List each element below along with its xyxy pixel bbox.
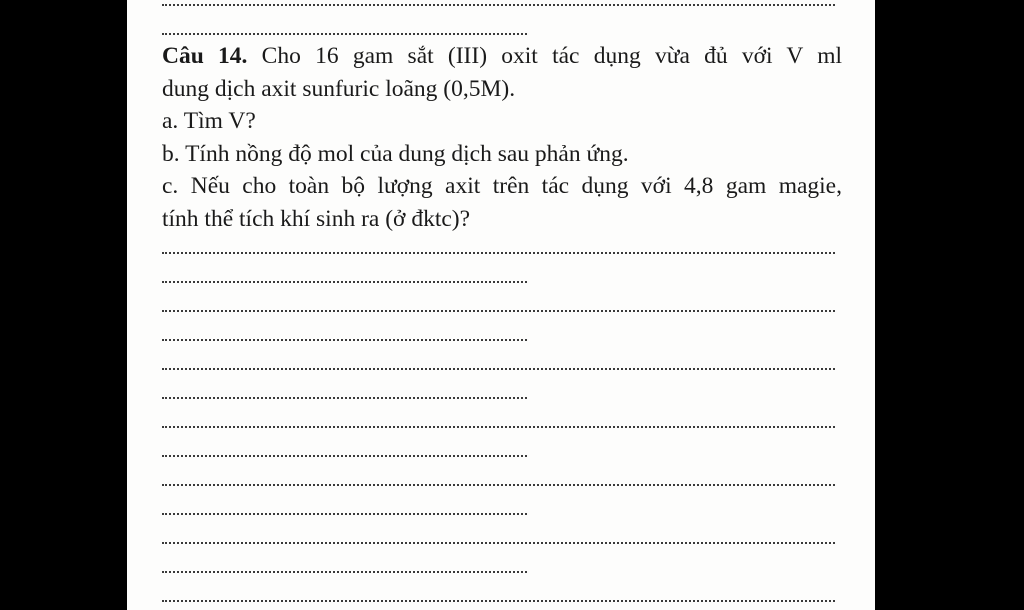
question-part-c-line-1: c. Nếu cho toàn bộ lượng axit trên tác dụng với 4,8 gam magie, <box>162 173 842 199</box>
question-part-a: a. Tìm V? <box>162 108 256 134</box>
answer-line <box>162 310 835 312</box>
question-number: Câu 14. <box>162 43 248 69</box>
answer-line <box>162 252 835 254</box>
answer-line <box>162 600 835 602</box>
question-14 <box>162 40 842 235</box>
answer-line <box>162 455 527 457</box>
answer-line <box>162 426 835 428</box>
question-part-b: b. Tính nồng độ mol của dung dịch sau phản ứng. <box>162 140 629 167</box>
answer-line <box>162 33 527 35</box>
answer-line <box>162 4 835 6</box>
answer-line <box>162 571 527 573</box>
worksheet-page <box>127 0 875 610</box>
answer-line <box>162 368 835 370</box>
answer-line <box>162 513 527 515</box>
question-part-c-line-2: tính thể tích khí sinh ra (ở đktc)? <box>162 205 471 232</box>
answer-line <box>162 542 835 544</box>
question-stem-text: Cho 16 gam sắt (III) oxit tác dụng vừa đủ với V ml <box>261 43 842 69</box>
question-stem-line-1 <box>162 40 842 73</box>
answer-line <box>162 484 835 486</box>
answer-line <box>162 281 527 283</box>
answer-line <box>162 397 527 399</box>
answer-line <box>162 339 527 341</box>
question-stem-line-2: dung dịch axit sunfuric loãng (0,5M). <box>162 75 516 102</box>
